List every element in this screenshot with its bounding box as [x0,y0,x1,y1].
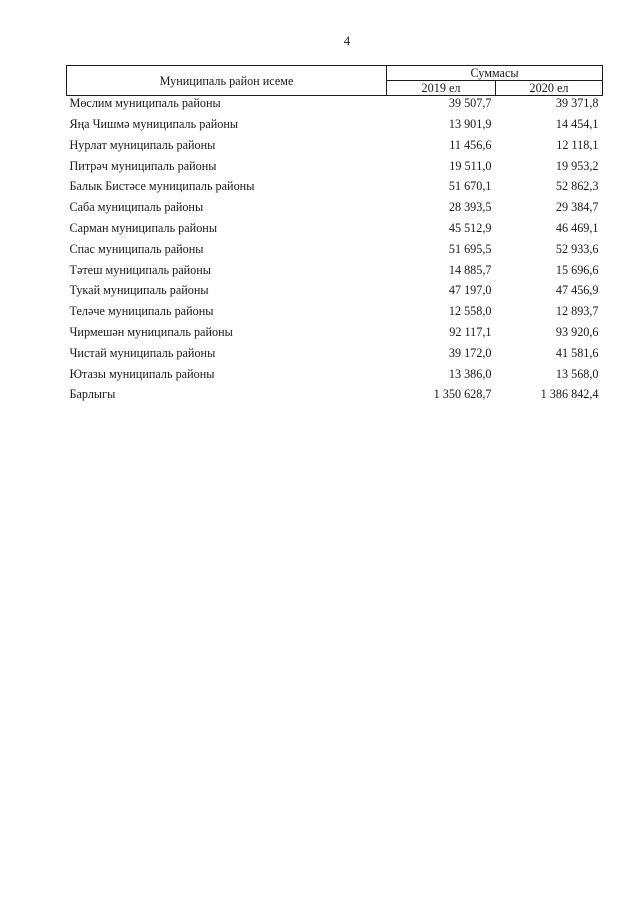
district-name: Балык Бистәсе муниципаль районы [69,179,255,194]
amount-2020: 29 384,7 [555,200,599,215]
table-header [67,66,603,96]
amount-2020: 41 581,6 [555,345,599,360]
table-row [67,159,603,180]
amount-2019: 39 172,0 [448,345,492,360]
table-row [67,283,603,304]
table-row [67,304,603,325]
amount-2019: 51 670,1 [448,179,492,194]
district-name: Чирмешән муниципаль районы [69,324,233,339]
district-name: Питрәч муниципаль районы [69,158,217,173]
page-number: 4 [343,33,351,48]
table-body [67,96,603,409]
amount-2020: 47 456,9 [555,283,599,298]
total-label: Барлыгы [69,387,116,402]
table-row [67,138,603,159]
amount-2020: 12 893,7 [555,304,599,319]
table-row [67,367,603,388]
district-name: Тәтеш муниципаль районы [69,262,211,277]
amount-2019: 12 558,0 [448,304,492,319]
amount-2020: 39 371,8 [555,96,599,110]
table-row [67,325,603,346]
district-name: Сарман муниципаль районы [69,220,218,235]
district-name: Чистай муниципаль районы [69,345,216,360]
amount-2020: 52 933,6 [555,241,599,256]
amount-2019: 39 507,7 [448,96,492,110]
table-row [67,221,603,242]
column-header-district: Муниципаль район исеме [67,66,387,96]
amount-2019: 13 386,0 [448,366,492,381]
amount-2020: 14 454,1 [555,117,599,131]
table-row [67,117,603,138]
column-header-2020: 2020 ел [496,81,603,96]
table-row [67,263,603,284]
amount-2019: 11 456,6 [449,137,492,152]
total-2019: 1 350 628,7 [433,387,492,402]
amount-2020: 12 118,1 [556,137,599,152]
table-row [67,200,603,221]
budget-table [66,65,603,408]
district-name: Мөслим муниципаль районы [69,96,221,110]
district-name: Теләче муниципаль районы [69,304,214,319]
table-row [67,242,603,263]
table-row [67,346,603,367]
amount-2020: 46 469,1 [555,220,599,235]
column-header-2019: 2019 ел [387,81,496,96]
amount-2019: 45 512,9 [448,220,492,235]
amount-2020: 52 862,3 [555,179,599,194]
table-row [67,179,603,200]
amount-2019: 19 511,0 [449,158,492,173]
amount-2019: 13 901,9 [448,117,492,131]
district-name: Саба муниципаль районы [69,200,204,215]
district-name: Ютазы муниципаль районы [69,366,215,381]
district-name: Тукай муниципаль районы [69,283,209,298]
amount-2019: 28 393,5 [448,200,492,215]
column-header-sum: Суммасы [387,66,603,81]
amount-2020: 15 696,6 [555,262,599,277]
district-name: Спас муниципаль районы [69,241,204,256]
table-row [67,96,603,118]
amount-2020: 19 953,2 [555,158,599,173]
amount-2020: 13 568,0 [555,366,599,381]
total-2020: 1 386 842,4 [540,387,599,402]
amount-2019: 51 695,5 [448,241,492,256]
amount-2019: 14 885,7 [448,262,492,277]
amount-2019: 47 197,0 [448,283,492,298]
district-name: Яңа Чишмә муниципаль районы [69,117,239,131]
amount-2019: 92 117,1 [449,324,492,339]
total-row [67,387,603,408]
amount-2020: 93 920,6 [555,324,599,339]
district-name: Нурлат муниципаль районы [69,137,216,152]
